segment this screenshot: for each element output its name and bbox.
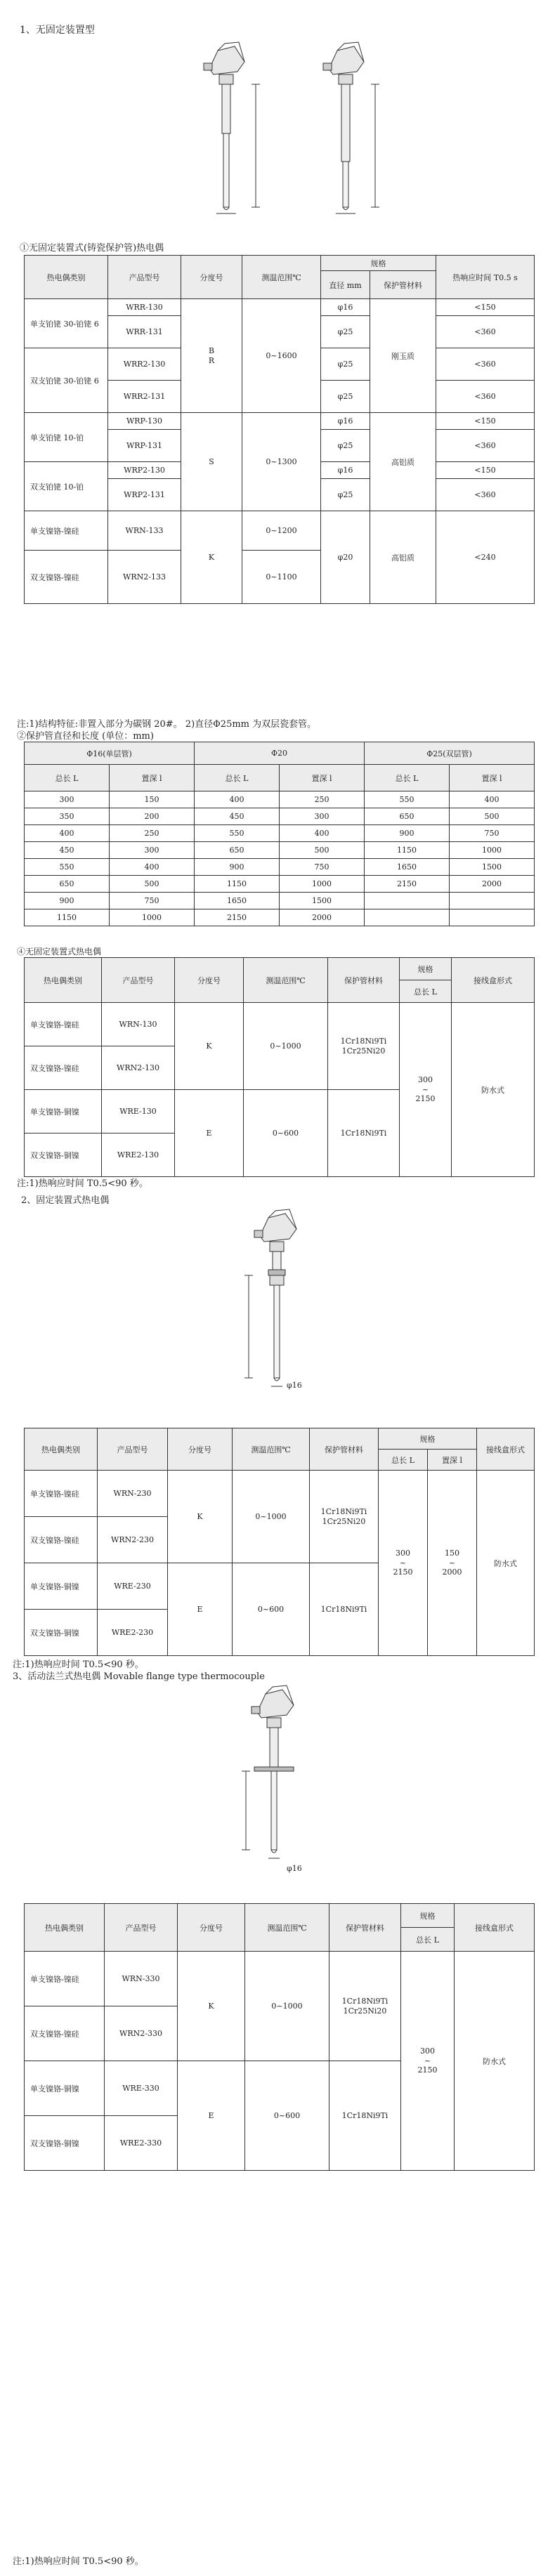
model-cell: WRE2-230	[98, 1610, 168, 1656]
model-cell: WRN-330	[105, 1952, 178, 2006]
table-3-note: 注:1)热响应时间 T0.5<90 秒。	[17, 1178, 148, 1189]
header-range: 测温范围℃	[233, 1428, 310, 1471]
depth-cell: 400	[110, 859, 195, 876]
header-spec: 规格	[321, 256, 436, 271]
type-cell: 双支镍铬-镍硅	[25, 2006, 105, 2061]
diameter-cell: φ20	[321, 511, 370, 604]
depth-cell: 2000	[450, 876, 535, 893]
response-cell: <150	[436, 299, 535, 316]
type-cell: 单支镍铬-镍硅	[25, 1471, 98, 1517]
depth-cell: 250	[280, 791, 365, 808]
model-cell: WRP-130	[108, 413, 181, 430]
header-material: 保护管材料	[328, 958, 400, 1003]
header-diameter: 直径 mm	[321, 271, 370, 299]
material-cell: 1Cr18Ni9Ti	[328, 1090, 400, 1177]
group-header-16: Φ16(单层管)	[25, 742, 195, 765]
model-cell: WRN-230	[98, 1471, 168, 1517]
length-cell: 300 ~ 2150	[401, 1952, 455, 2171]
box-cell: 防水式	[477, 1471, 535, 1656]
table-row	[25, 1471, 535, 1517]
thermocouple-drawing-1	[188, 41, 280, 223]
header-response: 热响应时间 T0.5 s	[436, 256, 535, 299]
length-cell: 1150	[25, 909, 110, 926]
table-row	[25, 808, 535, 825]
material-cell: 1Cr18Ni9Ti 1Cr25Ni20	[328, 1003, 400, 1090]
header-depth: 置深 l	[428, 1450, 477, 1471]
grade-cell: E	[168, 1563, 233, 1656]
grade-cell: K	[168, 1471, 233, 1563]
header-material: 保护管材料	[329, 1904, 401, 1952]
header-range: 测温范围℃	[245, 1904, 329, 1952]
grade-cell: E	[178, 2061, 245, 2171]
material-cell: 1Cr18Ni9Ti 1Cr25Ni20	[310, 1471, 379, 1563]
model-cell: WRP-131	[108, 430, 181, 462]
header-model: 产品型号	[105, 1904, 178, 1952]
type-cell: 单支镍铬-镍硅	[25, 1952, 105, 2006]
header-spec: 规格	[379, 1428, 477, 1450]
diameter-cell: φ25	[321, 430, 370, 462]
depth-cell: 150 ~ 2000	[428, 1471, 477, 1656]
model-cell: WRN2-133	[108, 551, 181, 604]
table-1	[24, 255, 535, 604]
section-3-heading: 3、活动法兰式热电偶 Movable flange type thermocouple	[13, 1671, 265, 1682]
type-cell: 单支镍铬-铜镍	[25, 1090, 102, 1133]
model-cell: WRR2-130	[108, 348, 181, 381]
length-cell: 300	[25, 791, 110, 808]
diameter-cell: φ25	[321, 316, 370, 348]
diameter-cell: φ25	[321, 348, 370, 381]
range-cell: 0~1200	[242, 511, 321, 551]
response-cell: <150	[436, 462, 535, 479]
model-cell: WRN2-230	[98, 1517, 168, 1563]
range-cell: 0~1000	[245, 1952, 329, 2061]
length-cell: 300 ~ 2150	[379, 1471, 428, 1656]
header-model: 产品型号	[108, 256, 181, 299]
header-type: 热电偶类别	[25, 1428, 98, 1471]
diameter-label-flange: φ16	[287, 1864, 302, 1873]
type-cell: 双支镍铬-镍硅	[25, 1517, 98, 1563]
model-cell: WRN-133	[108, 511, 181, 551]
box-cell: 防水式	[455, 1952, 535, 2171]
model-cell: WRP2-131	[108, 479, 181, 511]
response-cell: <240	[436, 511, 535, 604]
section-1-heading: 1、无固定装置型	[20, 25, 95, 36]
range-cell: 0~600	[245, 2061, 329, 2171]
group-header-25: Φ25(双层管)	[365, 742, 535, 765]
table-1-note: 注:1)结构特征:非置入部分为碳钢 20#。 2)直径Φ25mm 为双层瓷套管。	[17, 719, 317, 730]
depth-cell: 500	[450, 808, 535, 825]
depth-cell: 750	[110, 893, 195, 909]
grade-cell: B R	[181, 299, 242, 413]
thermocouple-drawing-flange	[236, 1684, 341, 1867]
length-cell	[365, 909, 450, 926]
model-cell: WRE-330	[105, 2061, 178, 2116]
sub-header-length: 总长 L	[25, 765, 110, 791]
model-cell: WRR-130	[108, 299, 181, 316]
header-box: 接线盒形式	[477, 1428, 535, 1471]
length-cell: 550	[195, 825, 280, 842]
section-2-heading: 2、固定装置式热电偶	[21, 1195, 110, 1206]
depth-cell: 300	[110, 842, 195, 859]
response-cell: <360	[436, 381, 535, 413]
depth-cell: 500	[110, 876, 195, 893]
type-cell: 双支镍铬-镍硅	[25, 551, 108, 604]
model-cell: WRE-130	[102, 1090, 175, 1133]
depth-cell: 400	[450, 791, 535, 808]
table-5-note: 注:1)热响应时间 T0.5<90 秒。	[13, 2556, 144, 2567]
header-material: 保护管材料	[310, 1428, 379, 1471]
depth-cell: 400	[280, 825, 365, 842]
table-5	[24, 1903, 535, 2171]
response-cell: <360	[436, 348, 535, 381]
sub-header-length: 总长 L	[195, 765, 280, 791]
model-cell: WRE2-130	[102, 1133, 175, 1177]
model-cell: WRR-131	[108, 316, 181, 348]
length-cell: 900	[195, 859, 280, 876]
sub-header-depth: 置深 l	[280, 765, 365, 791]
depth-cell: 2000	[280, 909, 365, 926]
model-cell: WRR2-131	[108, 381, 181, 413]
grade-cell: K	[178, 1952, 245, 2061]
depth-cell	[450, 893, 535, 909]
header-spec: 规格	[400, 958, 452, 980]
length-cell: 1650	[195, 893, 280, 909]
length-cell: 450	[25, 842, 110, 859]
sub-header-length: 总长 L	[365, 765, 450, 791]
table-row	[25, 1952, 535, 2006]
length-cell: 550	[365, 791, 450, 808]
table-row	[25, 842, 535, 859]
header-type: 热电偶类别	[25, 958, 102, 1003]
table-2	[24, 742, 535, 926]
box-cell: 防水式	[452, 1003, 535, 1177]
table-row	[25, 909, 535, 926]
range-cell: 0~1000	[244, 1003, 328, 1090]
type-cell: 双支铂铑 30-铂铑 6	[25, 348, 108, 413]
type-cell: 单支镍铬-镍硅	[25, 511, 108, 551]
table-1-caption: ①无固定装置式(铸瓷保护管)热电偶	[20, 243, 164, 254]
type-cell: 双支镍铬-镍硅	[25, 1046, 102, 1090]
type-cell: 双支铂铑 10-铂	[25, 462, 108, 511]
range-cell: 0~1000	[233, 1471, 310, 1563]
type-cell: 单支镍铬-铜镍	[25, 1563, 98, 1610]
header-length: 总长 L	[400, 980, 452, 1003]
type-cell: 双支镍铬-铜镍	[25, 1610, 98, 1656]
range-cell: 0~600	[244, 1090, 328, 1177]
grade-cell: E	[175, 1090, 244, 1177]
diameter-cell: φ16	[321, 462, 370, 479]
header-length: 总长 L	[401, 1928, 455, 1952]
diameter-cell: φ25	[321, 479, 370, 511]
depth-cell: 1000	[450, 842, 535, 859]
material-cell: 1Cr18Ni9Ti 1Cr25Ni20	[329, 1952, 401, 2061]
thermocouple-drawing-2	[308, 41, 399, 223]
header-type: 热电偶类别	[25, 256, 108, 299]
type-cell: 单支铂铑 30-铂铑 6	[25, 299, 108, 348]
type-cell: 双支镍铬-铜镍	[25, 1133, 102, 1177]
range-cell: 0~600	[233, 1563, 310, 1656]
type-cell: 单支镍铬-镍硅	[25, 1003, 102, 1046]
thermocouple-drawing-fixed	[239, 1208, 337, 1398]
depth-cell: 1000	[280, 876, 365, 893]
table-3	[24, 957, 535, 1177]
length-cell: 650	[365, 808, 450, 825]
diameter-label-fixed: φ16	[287, 1381, 302, 1390]
depth-cell: 150	[110, 791, 195, 808]
length-cell: 2150	[195, 909, 280, 926]
grade-cell: K	[181, 511, 242, 604]
header-box: 接线盒形式	[455, 1904, 535, 1952]
table-row	[25, 299, 535, 316]
model-cell: WRN-130	[102, 1003, 175, 1046]
table-row	[25, 825, 535, 842]
header-material: 保护管材料	[370, 271, 436, 299]
table-row	[25, 876, 535, 893]
depth-cell: 250	[110, 825, 195, 842]
depth-cell	[450, 909, 535, 926]
table-3-caption: ④无固定装置式热电偶	[17, 947, 102, 957]
model-cell: WRP2-130	[108, 462, 181, 479]
table-row	[25, 893, 535, 909]
table-row	[25, 791, 535, 808]
response-cell: <360	[436, 479, 535, 511]
material-cell: 刚玉质	[370, 299, 436, 413]
header-grade: 分度号	[181, 256, 242, 299]
depth-cell: 200	[110, 808, 195, 825]
table-4	[24, 1428, 535, 1656]
range-cell: 0~1600	[242, 299, 321, 413]
type-cell: 双支镍铬-铜镍	[25, 2116, 105, 2171]
header-grade: 分度号	[175, 958, 244, 1003]
header-range: 测温范围℃	[244, 958, 328, 1003]
group-header-20: Φ20	[195, 742, 365, 765]
material-cell: 高铝质	[370, 511, 436, 604]
table-row	[25, 413, 535, 430]
diameter-cell: φ16	[321, 299, 370, 316]
length-cell: 350	[25, 808, 110, 825]
grade-cell: S	[181, 413, 242, 511]
grade-cell: K	[175, 1003, 244, 1090]
sub-header-depth: 置深 l	[110, 765, 195, 791]
sub-header-depth: 置深 l	[450, 765, 535, 791]
header-box: 接线盒形式	[452, 958, 535, 1003]
length-cell: 650	[25, 876, 110, 893]
length-cell: 1150	[195, 876, 280, 893]
header-type: 热电偶类别	[25, 1904, 105, 1952]
length-cell	[365, 893, 450, 909]
type-cell: 单支铂铑 10-铂	[25, 413, 108, 462]
header-spec: 规格	[401, 1904, 455, 1928]
model-cell: WRE-230	[98, 1563, 168, 1610]
length-cell: 450	[195, 808, 280, 825]
range-cell: 0~1100	[242, 551, 321, 604]
header-grade: 分度号	[168, 1428, 233, 1471]
diameter-cell: φ25	[321, 381, 370, 413]
model-cell: WRN2-130	[102, 1046, 175, 1090]
length-cell: 400	[195, 791, 280, 808]
response-cell: <360	[436, 316, 535, 348]
length-cell: 900	[25, 893, 110, 909]
range-cell: 0~1300	[242, 413, 321, 511]
length-cell: 2150	[365, 876, 450, 893]
depth-cell: 500	[280, 842, 365, 859]
header-model: 产品型号	[98, 1428, 168, 1471]
length-cell: 650	[195, 842, 280, 859]
diameter-cell: φ16	[321, 413, 370, 430]
header-grade: 分度号	[178, 1904, 245, 1952]
type-cell: 单支镍铬-铜镍	[25, 2061, 105, 2116]
depth-cell: 750	[280, 859, 365, 876]
header-range: 测温范围℃	[242, 256, 321, 299]
model-cell: WRE2-330	[105, 2116, 178, 2171]
material-cell: 高铝质	[370, 413, 436, 511]
table-2-caption: ②保护管直径和长度 (单位：mm)	[17, 731, 154, 742]
length-cell: 1150	[365, 842, 450, 859]
length-cell: 300 ~ 2150	[400, 1003, 452, 1177]
table-row	[25, 511, 535, 551]
material-cell: 1Cr18Ni9Ti	[329, 2061, 401, 2171]
table-row	[25, 859, 535, 876]
length-cell: 900	[365, 825, 450, 842]
table-row	[25, 1003, 535, 1046]
header-model: 产品型号	[102, 958, 175, 1003]
depth-cell: 1500	[450, 859, 535, 876]
length-cell: 1650	[365, 859, 450, 876]
header-length: 总长 L	[379, 1450, 428, 1471]
material-cell: 1Cr18Ni9Ti	[310, 1563, 379, 1656]
depth-cell: 300	[280, 808, 365, 825]
length-cell: 400	[25, 825, 110, 842]
depth-cell: 1000	[110, 909, 195, 926]
depth-cell: 750	[450, 825, 535, 842]
response-cell: <150	[436, 413, 535, 430]
table-4-note: 注:1)热响应时间 T0.5<90 秒。	[13, 1660, 144, 1670]
model-cell: WRN2-330	[105, 2006, 178, 2061]
length-cell: 550	[25, 859, 110, 876]
depth-cell: 1500	[280, 893, 365, 909]
response-cell: <360	[436, 430, 535, 462]
